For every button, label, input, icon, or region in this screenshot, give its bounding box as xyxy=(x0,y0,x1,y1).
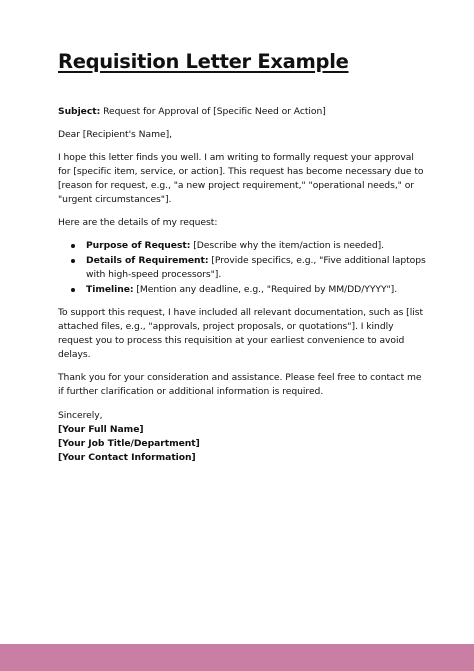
intro-paragraph: I hope this letter finds you well. I am writing to formally request your approval for [specific item, service, or action]. This request has become necessary due to [reason for request, e.g., "a new project requirement," "operational needs," or "urgent circumstances"]. xyxy=(58,152,424,205)
list-item xyxy=(58,254,428,282)
subject-line xyxy=(58,105,428,119)
signature-name: [Your Full Name] xyxy=(58,424,144,435)
bullet-icon xyxy=(71,288,75,292)
footer-band xyxy=(0,644,474,671)
support-paragraph: To support this request, I have included all relevant documentation, such as [list attached files, e.g., "approvals, project proposals, or quotations"]. I kindly request you to process this requisition at your earliest convenience to avoid delays. xyxy=(58,307,424,360)
signature-contact: [Your Contact Information] xyxy=(58,452,196,463)
detail-label: Timeline: xyxy=(86,284,134,295)
letter-body xyxy=(58,105,428,465)
subject-text: Request for Approval of [Specific Need or Action] xyxy=(100,106,326,117)
salutation: Dear [Recipient's Name], xyxy=(58,129,172,140)
closing-block xyxy=(58,409,428,465)
detail-label: Details of Requirement: xyxy=(86,255,209,266)
signoff: Sincerely, xyxy=(58,410,103,421)
detail-text: [Provide specifics, e.g., "Five additional laptops with high-speed processors"]. xyxy=(86,255,426,280)
bullet-icon xyxy=(71,259,75,263)
detail-text: [Describe why the item/action is needed]. xyxy=(190,240,385,251)
document-title: Requisition Letter Example xyxy=(58,50,349,73)
subject-label: Subject: xyxy=(58,106,101,117)
signature-job-title: [Your Job Title/Department] xyxy=(58,438,200,449)
thanks-paragraph: Thank you for your consideration and assistance. Please feel free to contact me if further clarification or additional information is required. xyxy=(58,372,422,397)
detail-text: [Mention any deadline, e.g., "Required by MM/DD/YYYY"]. xyxy=(133,284,398,295)
detail-label: Purpose of Request: xyxy=(86,240,191,251)
list-item xyxy=(58,283,428,297)
details-intro: Here are the details of my request: xyxy=(58,217,218,228)
list-item xyxy=(58,239,428,253)
details-list xyxy=(58,239,428,297)
bullet-icon xyxy=(71,244,75,248)
